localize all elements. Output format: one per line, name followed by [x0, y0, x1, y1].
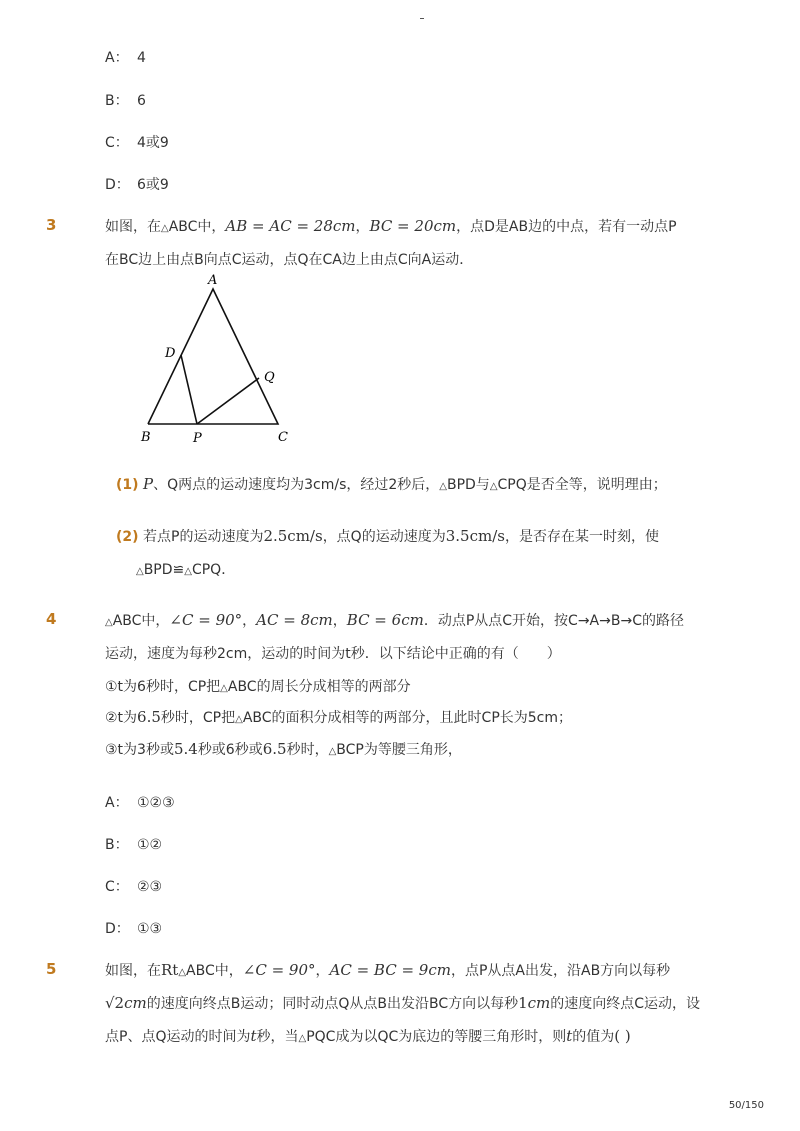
sub-question-1: (1) P、Q两点的运动速度均为3cm/s，经过2秒后，△BPD与△CPQ是否全等，说明理由； — [116, 475, 667, 493]
vertex-label-q: Q — [264, 370, 275, 385]
sub-question-2: (2) 若点P的运动速度为2.5cm/s，点Q的运动速度为3.5cm/s，是否存在某一时刻，使 — [116, 527, 659, 545]
statement-3: ③t为3秒或5.4秒或6秒或6.5秒时，△BCP为等腰三角形， — [105, 740, 462, 758]
question-text-line: 如图，在△ABC中，AB = AC = 28cm，BC = 20cm，点D是AB边的中点，若有一动点P — [105, 217, 677, 235]
question-number: 5 — [46, 960, 57, 978]
option-c[interactable]: C： 4或9 — [105, 135, 169, 151]
option-b[interactable]: B： ①② — [105, 837, 163, 853]
question-text-line: √2cm的速度向终点B运动；同时动点Q从点B出发沿BC方向以每秒1cm的速度向终点C运动，设 — [105, 994, 701, 1012]
question-number: 3 — [46, 216, 57, 234]
vertex-label-d: D — [165, 346, 176, 361]
page-indicator: 50/150 — [728, 1100, 764, 1111]
vertex-label-c: C — [278, 430, 288, 445]
vertex-label-b: B — [141, 430, 151, 445]
question-text-line: 在BC边上由点B向点C运动，点Q在CA边上由点C向A运动． — [105, 252, 474, 268]
top-dash-mark — [420, 18, 424, 19]
question-text-line: △ABC中，∠C = 90°，AC = 8cm，BC = 6cm．动点P从点C开始，按C→A→B→C的路径 — [105, 611, 684, 629]
question-text-line: 运动，速度为每秒2cm，运动的时间为t秒．以下结论中正确的有（ ） — [105, 646, 561, 662]
option-d[interactable]: D： ①③ — [105, 921, 163, 937]
vertex-label-p: P — [193, 431, 202, 446]
option-d[interactable]: D： 6或9 — [105, 177, 169, 193]
question-text-line: 点P、点Q运动的时间为t秒，当△PQC成为以QC为底边的等腰三角形时，则t的值为( ) — [105, 1027, 631, 1045]
option-a[interactable]: A： ①②③ — [105, 795, 175, 811]
option-b[interactable]: B： 6 — [105, 93, 146, 109]
question-text-line: 如图，在Rt△ABC中，∠C = 90°，AC = BC = 9cm，点P从点A出发，沿AB方向以每秒 — [105, 961, 671, 979]
option-c[interactable]: C： ②③ — [105, 879, 163, 895]
statement-1: ①t为6秒时，CP把△ABC的周长分成相等的两部分 — [105, 679, 411, 695]
sub-question-2-line2: △BPD≌△CPQ． — [136, 562, 236, 578]
option-a[interactable]: A： 4 — [105, 50, 146, 66]
statement-2: ②t为6.5秒时，CP把△ABC的面积分成相等的两部分，且此时CP长为5cm； — [105, 708, 572, 726]
vertex-label-a: A — [208, 273, 218, 288]
question-number: 4 — [46, 610, 57, 628]
triangle-figure — [135, 270, 300, 450]
